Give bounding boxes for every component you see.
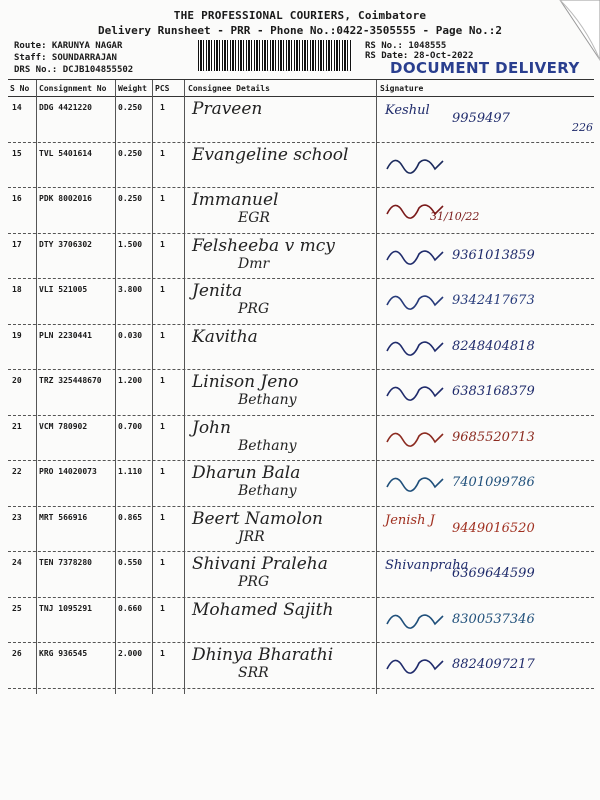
row-weight: 1.110 <box>118 467 143 476</box>
col-divider <box>36 80 37 694</box>
row-consignee-place: Dmr <box>238 255 270 272</box>
row-weight: 0.030 <box>118 330 143 340</box>
col-signature: Signature <box>380 84 424 93</box>
row-divider <box>8 142 594 143</box>
row-divider <box>8 506 594 507</box>
row-divider <box>8 642 594 643</box>
row-consignee-place: PRG <box>238 574 270 590</box>
col-weight: Weight <box>118 84 147 93</box>
signature-scribble <box>385 151 445 177</box>
row-weight: 3.800 <box>118 285 143 294</box>
row-weight: 0.865 <box>118 512 143 522</box>
row-consignee-name: Beert Namolon <box>192 508 323 529</box>
row-divider <box>8 597 594 598</box>
row-pcs: 1 <box>160 603 165 613</box>
row-extra-note: 226 <box>572 121 593 134</box>
row-phone: 9449016520 <box>452 520 535 536</box>
table-top-rule <box>8 79 594 80</box>
row-consignment-no: KRG 936545 <box>39 649 88 658</box>
row-consignee-place: SRR <box>238 665 269 681</box>
row-consignment-no: TVL 5401614 <box>39 148 92 158</box>
row-consignee-name: Linison Jeno <box>192 372 299 392</box>
row-divider <box>8 369 594 370</box>
row-sno: 20 <box>12 376 22 385</box>
row-weight: 0.250 <box>118 148 143 158</box>
row-divider <box>8 551 594 552</box>
row-phone: 9342417673 <box>452 293 535 308</box>
row-phone: 7401099786 <box>452 475 535 490</box>
row-sno: 24 <box>12 558 22 567</box>
company-title: THE PROFESSIONAL COURIERS, Coimbatore <box>173 9 427 22</box>
row-consignee-place: JRR <box>238 528 265 545</box>
signature-scribble <box>385 606 445 632</box>
row-pcs: 1 <box>160 103 165 112</box>
route-label: Route: KARUNYA NAGAR <box>14 41 123 51</box>
rs-number: RS No.: 1048555 <box>365 41 447 51</box>
col-consignee: Consignee Details <box>188 84 270 93</box>
row-pcs: 1 <box>160 558 165 567</box>
row-sno: 23 <box>12 512 22 522</box>
row-consignee-name: Jenita <box>192 281 243 301</box>
signature-scribble <box>385 469 445 495</box>
row-consignment-no: DDG 4421220 <box>39 103 92 112</box>
row-consignee-place: EGR <box>238 210 270 226</box>
row-phone: 9959497 <box>452 111 510 126</box>
row-pcs: 1 <box>160 194 165 203</box>
row-sno: 14 <box>12 103 22 112</box>
row-pcs: 1 <box>160 512 165 522</box>
col-divider <box>376 80 377 694</box>
signature-scribble <box>385 242 445 268</box>
signature-scribble <box>385 424 445 450</box>
row-sno: 17 <box>12 239 22 249</box>
row-consignment-no: TEN 7378280 <box>39 558 92 567</box>
col-divider <box>184 80 185 694</box>
header-rule <box>8 96 594 97</box>
row-consignment-no: MRT 566916 <box>39 512 88 522</box>
col-sno: S No <box>10 84 30 93</box>
col-divider <box>152 80 153 694</box>
row-weight: 1.500 <box>118 239 143 249</box>
row-consignment-no: VLI 521005 <box>39 285 88 294</box>
row-phone: 6383168379 <box>452 384 535 399</box>
col-divider <box>115 80 116 694</box>
row-weight: 0.250 <box>118 103 143 112</box>
row-consignee-place: Bethany <box>238 483 297 499</box>
row-phone: 9685520713 <box>452 429 535 445</box>
signature-scribble <box>385 651 445 677</box>
row-divider <box>8 460 594 461</box>
drs-number: DRS No.: DCJB104855502 <box>14 65 134 75</box>
row-consignment-no: TNJ 1095291 <box>39 603 92 613</box>
row-weight: 0.660 <box>118 603 143 613</box>
row-consignee-name: Immanuel <box>192 190 279 210</box>
row-consignee-name: Shivani Praleha <box>192 554 328 574</box>
row-consignment-no: TRZ 325448670 <box>39 376 102 385</box>
signature-scribble <box>385 378 445 404</box>
row-consignee-name: Dharun Bala <box>192 463 301 483</box>
signature-scribble <box>385 333 445 359</box>
row-phone: 6369644599 <box>452 566 535 581</box>
row-consignee-name: John <box>192 417 231 438</box>
row-sno: 16 <box>12 194 22 203</box>
row-weight: 2.000 <box>118 649 143 658</box>
row-signature: Keshul <box>385 103 430 118</box>
row-sno: 21 <box>12 421 22 431</box>
row-sno: 26 <box>12 649 22 658</box>
row-divider <box>8 324 594 325</box>
row-divider <box>8 415 594 416</box>
row-sno: 15 <box>12 148 22 158</box>
runsheet-subtitle: Delivery Runsheet - PRR - Phone No.:0422-3505555 - Page No.:2 <box>98 24 502 37</box>
row-consignee-place: PRG <box>238 301 270 317</box>
row-sno: 25 <box>12 603 22 613</box>
row-divider <box>8 187 594 188</box>
row-pcs: 1 <box>160 330 165 340</box>
row-sno: 22 <box>12 467 22 476</box>
row-consignee-name: Evangeline school <box>192 144 349 165</box>
row-consignment-no: PLN 2230441 <box>39 330 92 340</box>
row-weight: 0.550 <box>118 558 143 567</box>
row-phone: 9361013859 <box>452 247 535 263</box>
row-consignment-no: PDK 8002016 <box>39 194 92 203</box>
row-pcs: 1 <box>160 421 165 431</box>
col-pcs: PCS <box>155 84 170 93</box>
col-consignment: Consignment No <box>39 84 107 93</box>
row-weight: 0.250 <box>118 194 143 203</box>
row-consignment-no: PRO 14020073 <box>39 467 97 476</box>
row-weight: 0.700 <box>118 421 143 431</box>
signature-scribble <box>385 287 445 313</box>
row-signature: Shivanpraha <box>385 558 469 573</box>
row-pcs: 1 <box>160 239 165 249</box>
row-consignee-name: Felsheeba v mcy <box>192 235 335 256</box>
row-phone: 8300537346 <box>452 611 535 627</box>
row-extra-note: 31/10/22 <box>430 210 480 223</box>
row-phone: 8248404818 <box>452 338 535 354</box>
row-signature: Jenish J <box>385 512 435 528</box>
row-pcs: 1 <box>160 285 165 294</box>
row-pcs: 1 <box>160 649 165 658</box>
row-consignee-place: Bethany <box>238 392 297 408</box>
row-consignment-no: DTY 3706302 <box>39 239 92 249</box>
row-pcs: 1 <box>160 148 165 158</box>
barcode <box>198 40 352 71</box>
row-pcs: 1 <box>160 467 165 476</box>
row-divider <box>8 278 594 279</box>
row-phone: 8824097217 <box>452 657 535 672</box>
row-weight: 1.200 <box>118 376 143 385</box>
row-pcs: 1 <box>160 376 165 385</box>
row-consignee-name: Mohamed Sajith <box>192 599 334 620</box>
staff-label: Staff: SOUNDARRAJAN <box>14 53 117 63</box>
rs-date: RS Date: 28-Oct-2022 <box>365 51 474 61</box>
document-delivery-stamp: DOCUMENT DELIVERY <box>390 59 580 77</box>
row-consignee-name: Dhinya Bharathi <box>192 645 334 665</box>
row-divider <box>8 233 594 234</box>
row-sno: 19 <box>12 330 22 340</box>
row-consignee-name: Kavitha <box>192 326 258 347</box>
row-divider <box>8 688 594 689</box>
row-consignment-no: VCM 780902 <box>39 421 88 431</box>
row-consignee-place: Bethany <box>238 437 297 454</box>
row-consignee-name: Praveen <box>192 99 263 119</box>
row-sno: 18 <box>12 285 22 294</box>
